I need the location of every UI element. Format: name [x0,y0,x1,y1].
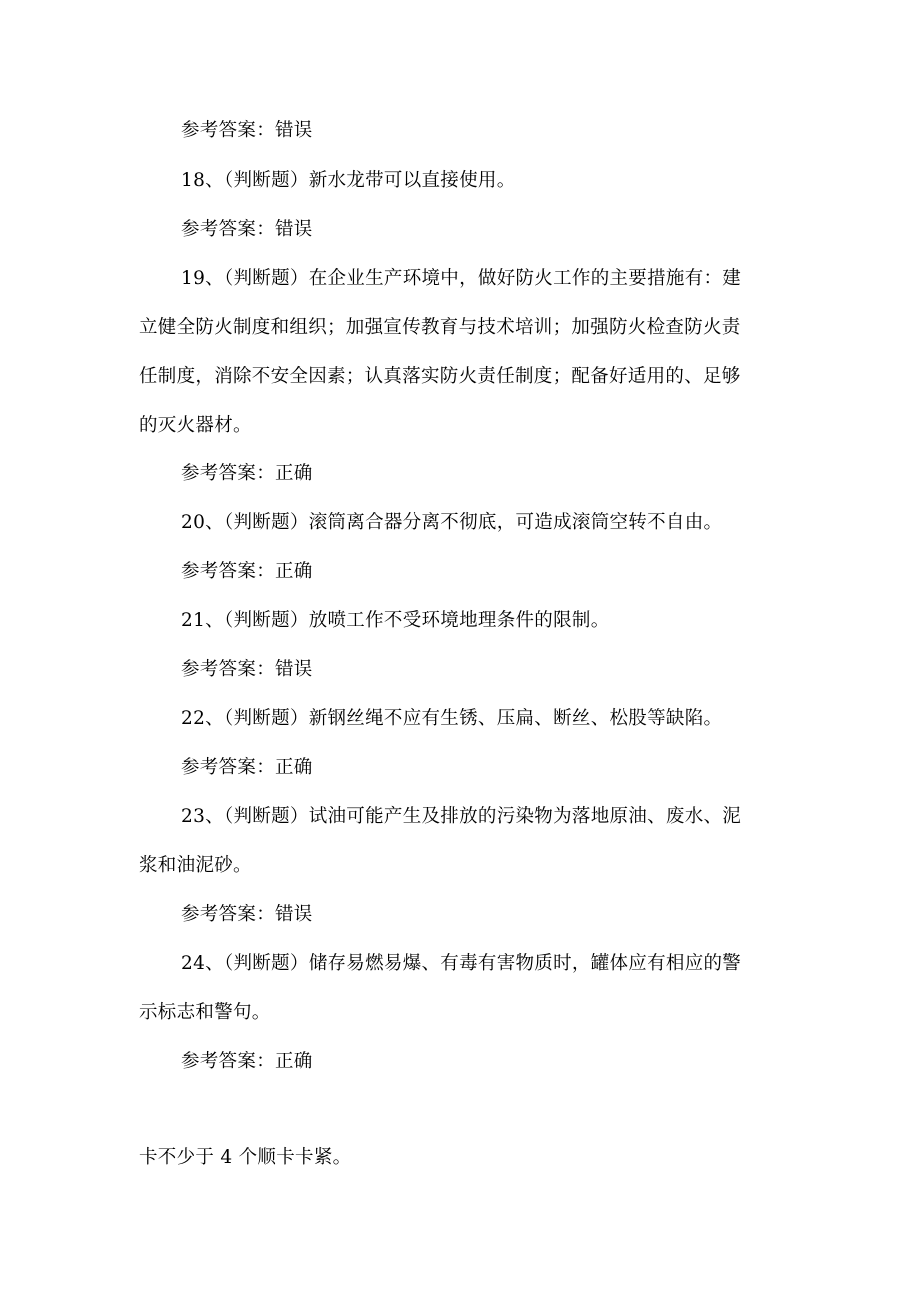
question-19-line-2: 立健全防火制度和组织；加强宣传教育与技术培训；加强防火检查防火责 [139,317,741,338]
answer-19: 参考答案：正确 [181,463,313,484]
question-18: 18、（判断题）新水龙带可以直接使用。 [181,170,516,191]
question-19-line-3: 任制度，消除不安全因素；认真落实防火责任制度；配备好适用的、足够 [139,366,741,387]
question-21: 21、（判断题）放喷工作不受环境地理条件的限制。 [181,610,610,631]
answer-24: 参考答案：正确 [181,1051,313,1072]
answer-22: 参考答案：正确 [181,757,313,778]
answer-23: 参考答案：错误 [181,904,313,925]
question-23-line-2: 浆和油泥砂。 [139,855,252,876]
answer-21: 参考答案：错误 [181,659,313,680]
footer-fragment: 卡不少于 4 个顺卡卡紧。 [139,1147,352,1168]
question-19-line-1: 19、（判断题）在企业生产环境中，做好防火工作的主要措施有：建 [181,268,742,289]
question-23-line-1: 23、（判断题）试油可能产生及排放的污染物为落地原油、废水、泥 [181,806,742,827]
answer-20: 参考答案：正确 [181,561,313,582]
question-20: 20、（判断题）滚筒离合器分离不彻底，可造成滚筒空转不自由。 [181,512,723,533]
answer-18: 参考答案：错误 [181,219,313,240]
question-22: 22、（判断题）新钢丝绳不应有生锈、压扁、断丝、松股等缺陷。 [181,708,723,729]
question-24-line-2: 示标志和警句。 [139,1002,271,1023]
question-19-line-4: 的灭火器材。 [139,415,252,436]
answer-17: 参考答案：错误 [181,120,313,141]
question-24-line-1: 24、（判断题）储存易燃易爆、有毒有害物质时，罐体应有相应的警 [181,953,742,974]
